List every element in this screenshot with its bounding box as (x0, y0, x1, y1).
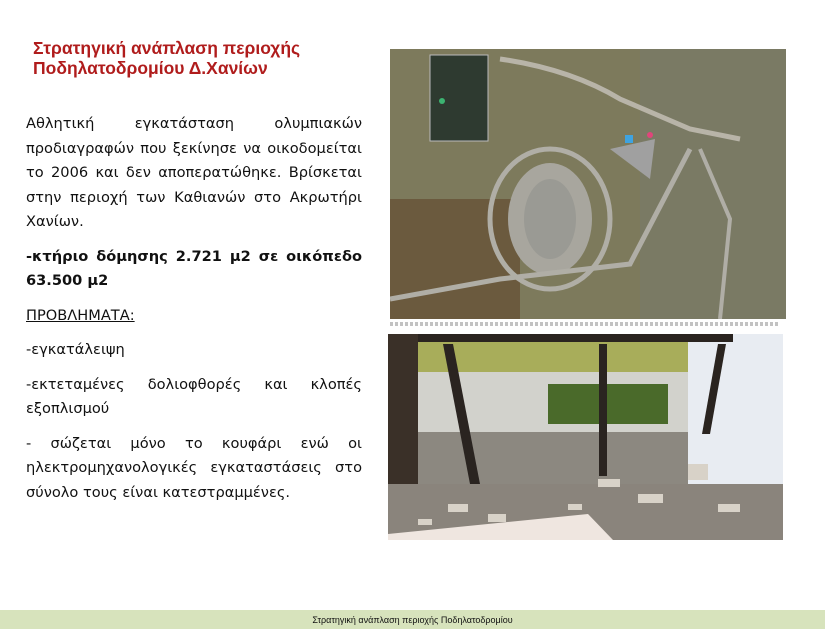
footer-bar (0, 610, 825, 629)
area-paragraph: -κτήριο δόμησης 2.721 μ2 σε οικόπεδο 63.500 μ2 (26, 247, 362, 289)
damaged-interior-image (388, 334, 783, 540)
problem-item: - σώζεται μόνο το κουφάρι ενώ οι ηλεκτρομηχανολογικές εγκαταστάσεις στο σύνολο τους είναι κατεστραμμένες. (26, 434, 362, 501)
problems-heading (26, 304, 362, 329)
satellite-map-image (390, 49, 786, 319)
satellite-map (390, 49, 786, 319)
body-text (26, 112, 362, 515)
problems-heading-text: ΠΡΟΒΛΗΜΑΤΑ: (26, 306, 135, 324)
description-paragraph: Αθλητική εγκατάσταση ολυμπιακών προδιαγραφών που ξεκίνησε να οικοδομείται το 2006 και δεν αποπερατώθηκε. Βρίσκεται στην περιοχή των Καθιανών στο Ακρωτήρι Χανίων. (26, 115, 362, 230)
title-line-2: Ποδηλατοδρομίου Δ.Χανίων (33, 58, 268, 78)
problem-item: -εγκατάλειψη (26, 341, 125, 358)
problem-item: -εκτεταμένες δολιοφθορές και κλοπές εξοπλισμού (26, 375, 362, 417)
damaged-interior-photo (388, 334, 783, 540)
map-caption-line (390, 322, 780, 326)
footer-text: Στρατηγική ανάπλαση περιοχής Ποδηλατοδρομίου (312, 614, 513, 625)
slide-title (33, 38, 300, 78)
title-line-1: Στρατηγική ανάπλαση περιοχής (33, 38, 301, 58)
